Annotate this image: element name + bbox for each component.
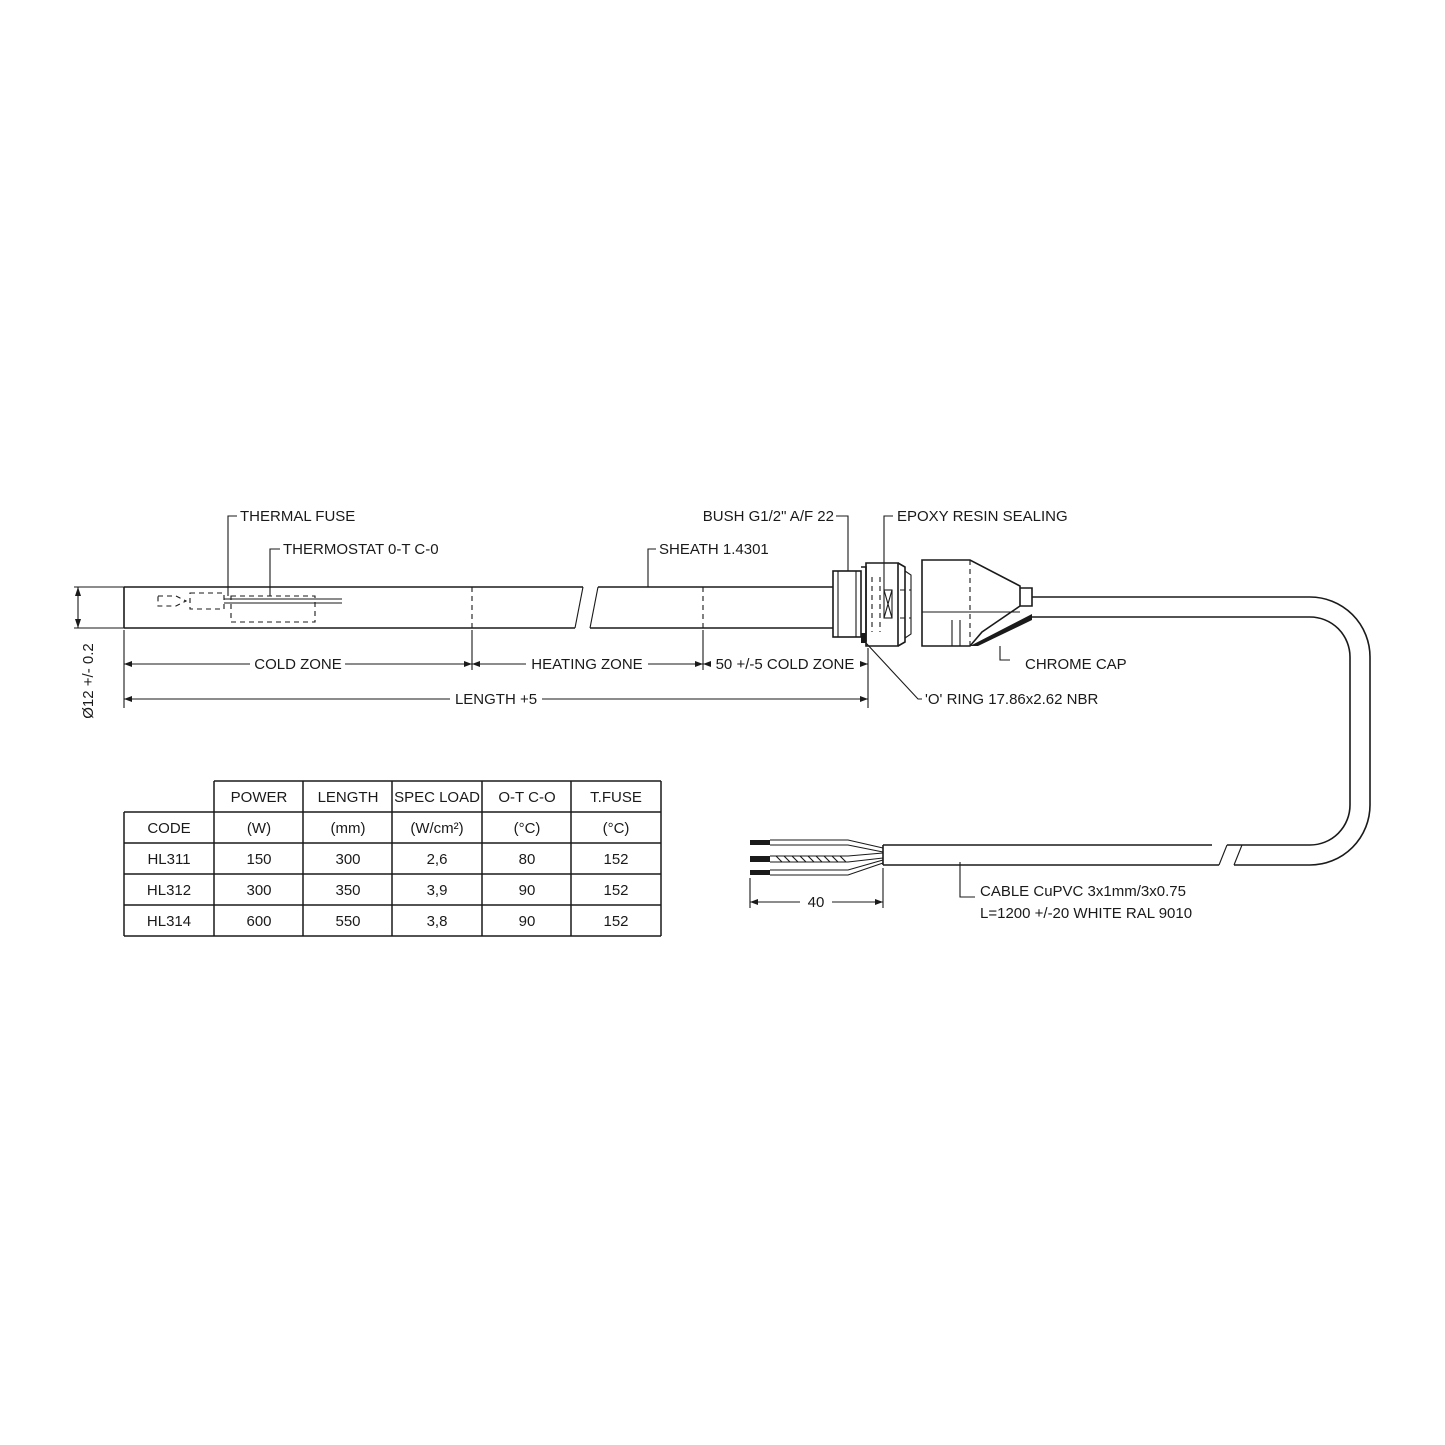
table-cell: 150 — [246, 851, 272, 868]
chrome-cap — [922, 560, 1032, 646]
table-cell: 350 — [335, 882, 361, 899]
table-header-code: CODE — [147, 820, 191, 837]
o-ring-label: 'O' RING 17.86x2.62 NBR — [925, 691, 1099, 708]
table-cell: 2,6 — [426, 851, 448, 868]
thermal-fuse-shape — [158, 593, 342, 609]
diameter-label: Ø12 +/- 0.2 — [80, 643, 97, 719]
end-cold-zone-label: 50 +/-5 COLD ZONE — [715, 656, 855, 673]
strip-length-label: 40 — [807, 894, 825, 911]
cold-zone-label: COLD ZONE — [254, 656, 342, 673]
thermostat-label: THERMOSTAT 0-T C-0 — [283, 541, 439, 558]
cable-spec-line2: L=1200 +/-20 WHITE RAL 9010 — [980, 905, 1193, 922]
table-cell: HL311 — [147, 851, 191, 868]
o-ring — [861, 633, 866, 643]
thermostat-shape — [231, 596, 315, 622]
table-cell: HL314 — [146, 913, 192, 930]
table-header-power: POWER — [230, 789, 288, 806]
cable-wires — [750, 840, 883, 875]
table-cell: 550 — [335, 913, 361, 930]
table-unit-tfuse: (°C) — [602, 820, 630, 837]
table-cell: 3,9 — [426, 882, 448, 899]
table-header-spec-load: SPEC LOAD — [394, 789, 480, 806]
length-label: LENGTH +5 — [454, 691, 538, 708]
cable — [883, 597, 1370, 865]
table-cell: 152 — [603, 913, 629, 930]
table-unit-power: (W) — [246, 820, 272, 837]
bush-label: BUSH G1/2" A/F 22 — [702, 508, 834, 525]
table-unit-length: (mm) — [330, 820, 366, 837]
table-header-otco: O-T C-O — [498, 789, 556, 806]
table-cell: 152 — [603, 882, 629, 899]
table-unit-otco: (°C) — [513, 820, 541, 837]
table-cell: 300 — [246, 882, 272, 899]
heating-zone-label: HEATING ZONE — [531, 656, 643, 673]
table-header-tfuse: T.FUSE — [590, 789, 642, 806]
cable-spec-line1: CABLE CuPVC 3x1mm/3x0.75 — [980, 883, 1186, 900]
sheath-label: SHEATH 1.4301 — [659, 541, 769, 558]
table-cell: 152 — [603, 851, 629, 868]
heater-sheath — [124, 587, 833, 628]
table-unit-spec-load: (W/cm²) — [410, 820, 464, 837]
leader-lines — [228, 516, 1010, 897]
table-cell: 80 — [518, 851, 536, 868]
bush-fitting — [833, 563, 911, 646]
epoxy-label: EPOXY RESIN SEALING — [897, 508, 1068, 525]
table-cell: HL312 — [146, 882, 192, 899]
chrome-cap-label: CHROME CAP — [1025, 656, 1127, 673]
table-cell: 90 — [518, 913, 536, 930]
table-header-length: LENGTH — [317, 789, 379, 806]
table-cell: 600 — [246, 913, 272, 930]
thermal-fuse-label: THERMAL FUSE — [240, 508, 356, 525]
table-cell: 3,8 — [426, 913, 448, 930]
table-cell: 300 — [335, 851, 361, 868]
table-cell: 90 — [518, 882, 536, 899]
spec-table — [124, 781, 661, 936]
